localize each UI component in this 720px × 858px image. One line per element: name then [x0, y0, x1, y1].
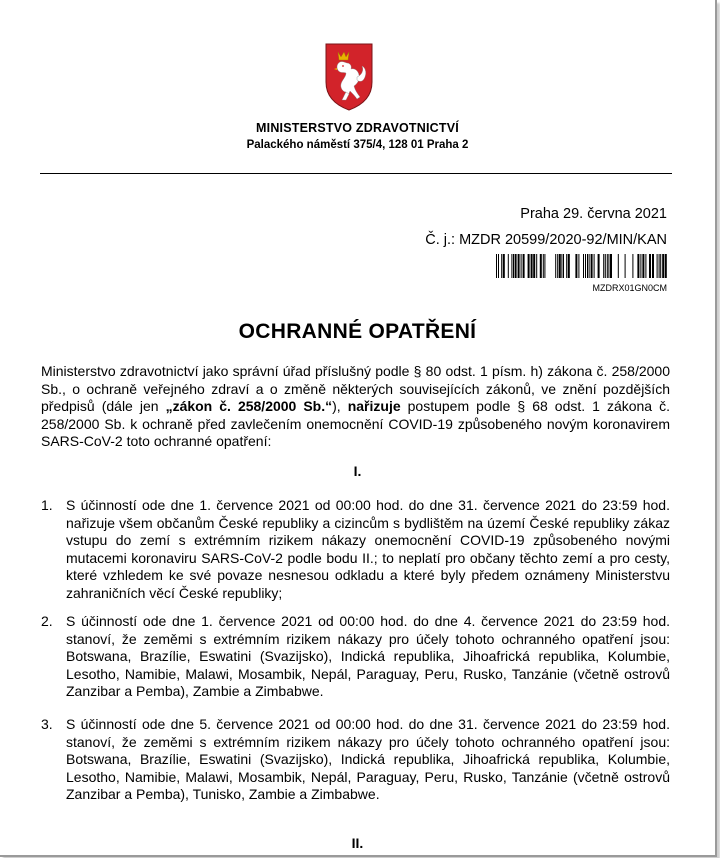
- intro-law-abbreviation: „zákon č. 258/2000 Sb.“: [165, 398, 333, 414]
- list-item-number: 1.: [41, 497, 53, 513]
- intro-emphasis: nařizuje: [347, 398, 401, 414]
- ministry-name: MINISTERSTVO ZDRAVOTNICTVÍ: [256, 121, 459, 135]
- section-heading-2: II.: [351, 835, 364, 851]
- list-item: [41, 497, 670, 602]
- list-item-number: 2.: [41, 613, 53, 629]
- barcode-text: MZDRX01GN0CM: [592, 283, 667, 293]
- list-item: [41, 613, 670, 701]
- list-item-text: S účinností ode dne 1. července 2021 od 00:00 hod. do dne 31. července 2021 do 23:59 hod. nařizuje všem občanům České republiky a cizincům s bydlištěm na území České republiky zákaz vstupu do zemí s extrémním rizikem nákazy onemocnění COVID-19 způsobeného novými mutacemi koronaviru SARS-CoV-2 podle bodu II.; to neplatí pro občany těchto zemí a pro cesty, které vzhledem ke své povaze nesnesou odkladu a které byly předem oznámeny Ministerstvu zahraničních věcí České republiky;: [66, 497, 670, 601]
- czech-lion-crest-icon: [324, 42, 374, 112]
- ministry-address: Palackého náměstí 375/4, 128 01 Praha 2: [246, 139, 469, 151]
- intro-text-start: Ministerstvo zdravotnictví jako správní úřad příslušný podle § 80 odst. 1 písm. h) zákona č. 258/2000 Sb., o ochraně veřejného zdraví a o změně některých souvisejících zákonů, ve znění pozdějších předpisů (dále jen: [41, 363, 670, 414]
- intro-text-end: postupem podle § 68 odst. 1 zákona č. 258/2000 Sb. k ochraně před zavlečením onemocnění COVID-19 způsobeného novým koronavirem SARS-CoV-2 toto ochranné opatření:: [41, 398, 671, 449]
- list-item: [41, 716, 670, 804]
- document-title: OCHRANNÉ OPATŘENÍ: [238, 320, 477, 343]
- list-item-text: S účinností ode dne 1. července 2021 od 00:00 hod. do dne 4. července 2021 do 23:59 hod. stanoví, že zeměmi s extrémním rizikem nákazy pro účely tohoto ochranného opatření jsou: Botswana, Brazílie, Eswatini (Svazijsko), Indická republika, Jihoafrická republika, Kolumbie, Lesotho, Namibie, Malawi, Mosambik, Nepál, Paraguay, Peru, Rusko, Tanzánie (včetně ostrovů Zanzibar a Pemba), Zambie a Zimbabwe.: [66, 613, 670, 699]
- header-divider: [40, 173, 672, 174]
- section-heading-1: I.: [353, 463, 362, 479]
- barcode-icon: [496, 254, 668, 278]
- list-item-text: S účinností ode dne 5. července 2021 od 00:00 hod. do dne 31. července 2021 do 23:59 hod. stanoví, že zeměmi s extrémním rizikem nákazy pro účely tohoto ochranného opatření jsou: Botswana, Brazílie, Eswatini (Svazijsko), Indická republika, Jihoafrická republika, Kolumbie, Lesotho, Namibie, Malawi, Mosambik, Nepál, Paraguay, Peru, Rusko, Tanzánie (včetně ostrovů Zanzibar a Pemba), Tunisko, Zambie a Zimbabwe.: [66, 716, 670, 802]
- document-date: Praha 29. června 2021: [520, 206, 667, 222]
- intro-text-middle: ),: [332, 398, 348, 414]
- list-item-number: 3.: [41, 716, 53, 732]
- intro-paragraph: [41, 363, 670, 451]
- reference-number: Č. j.: MZDR 20599/2020-92/MIN/KAN: [425, 232, 667, 248]
